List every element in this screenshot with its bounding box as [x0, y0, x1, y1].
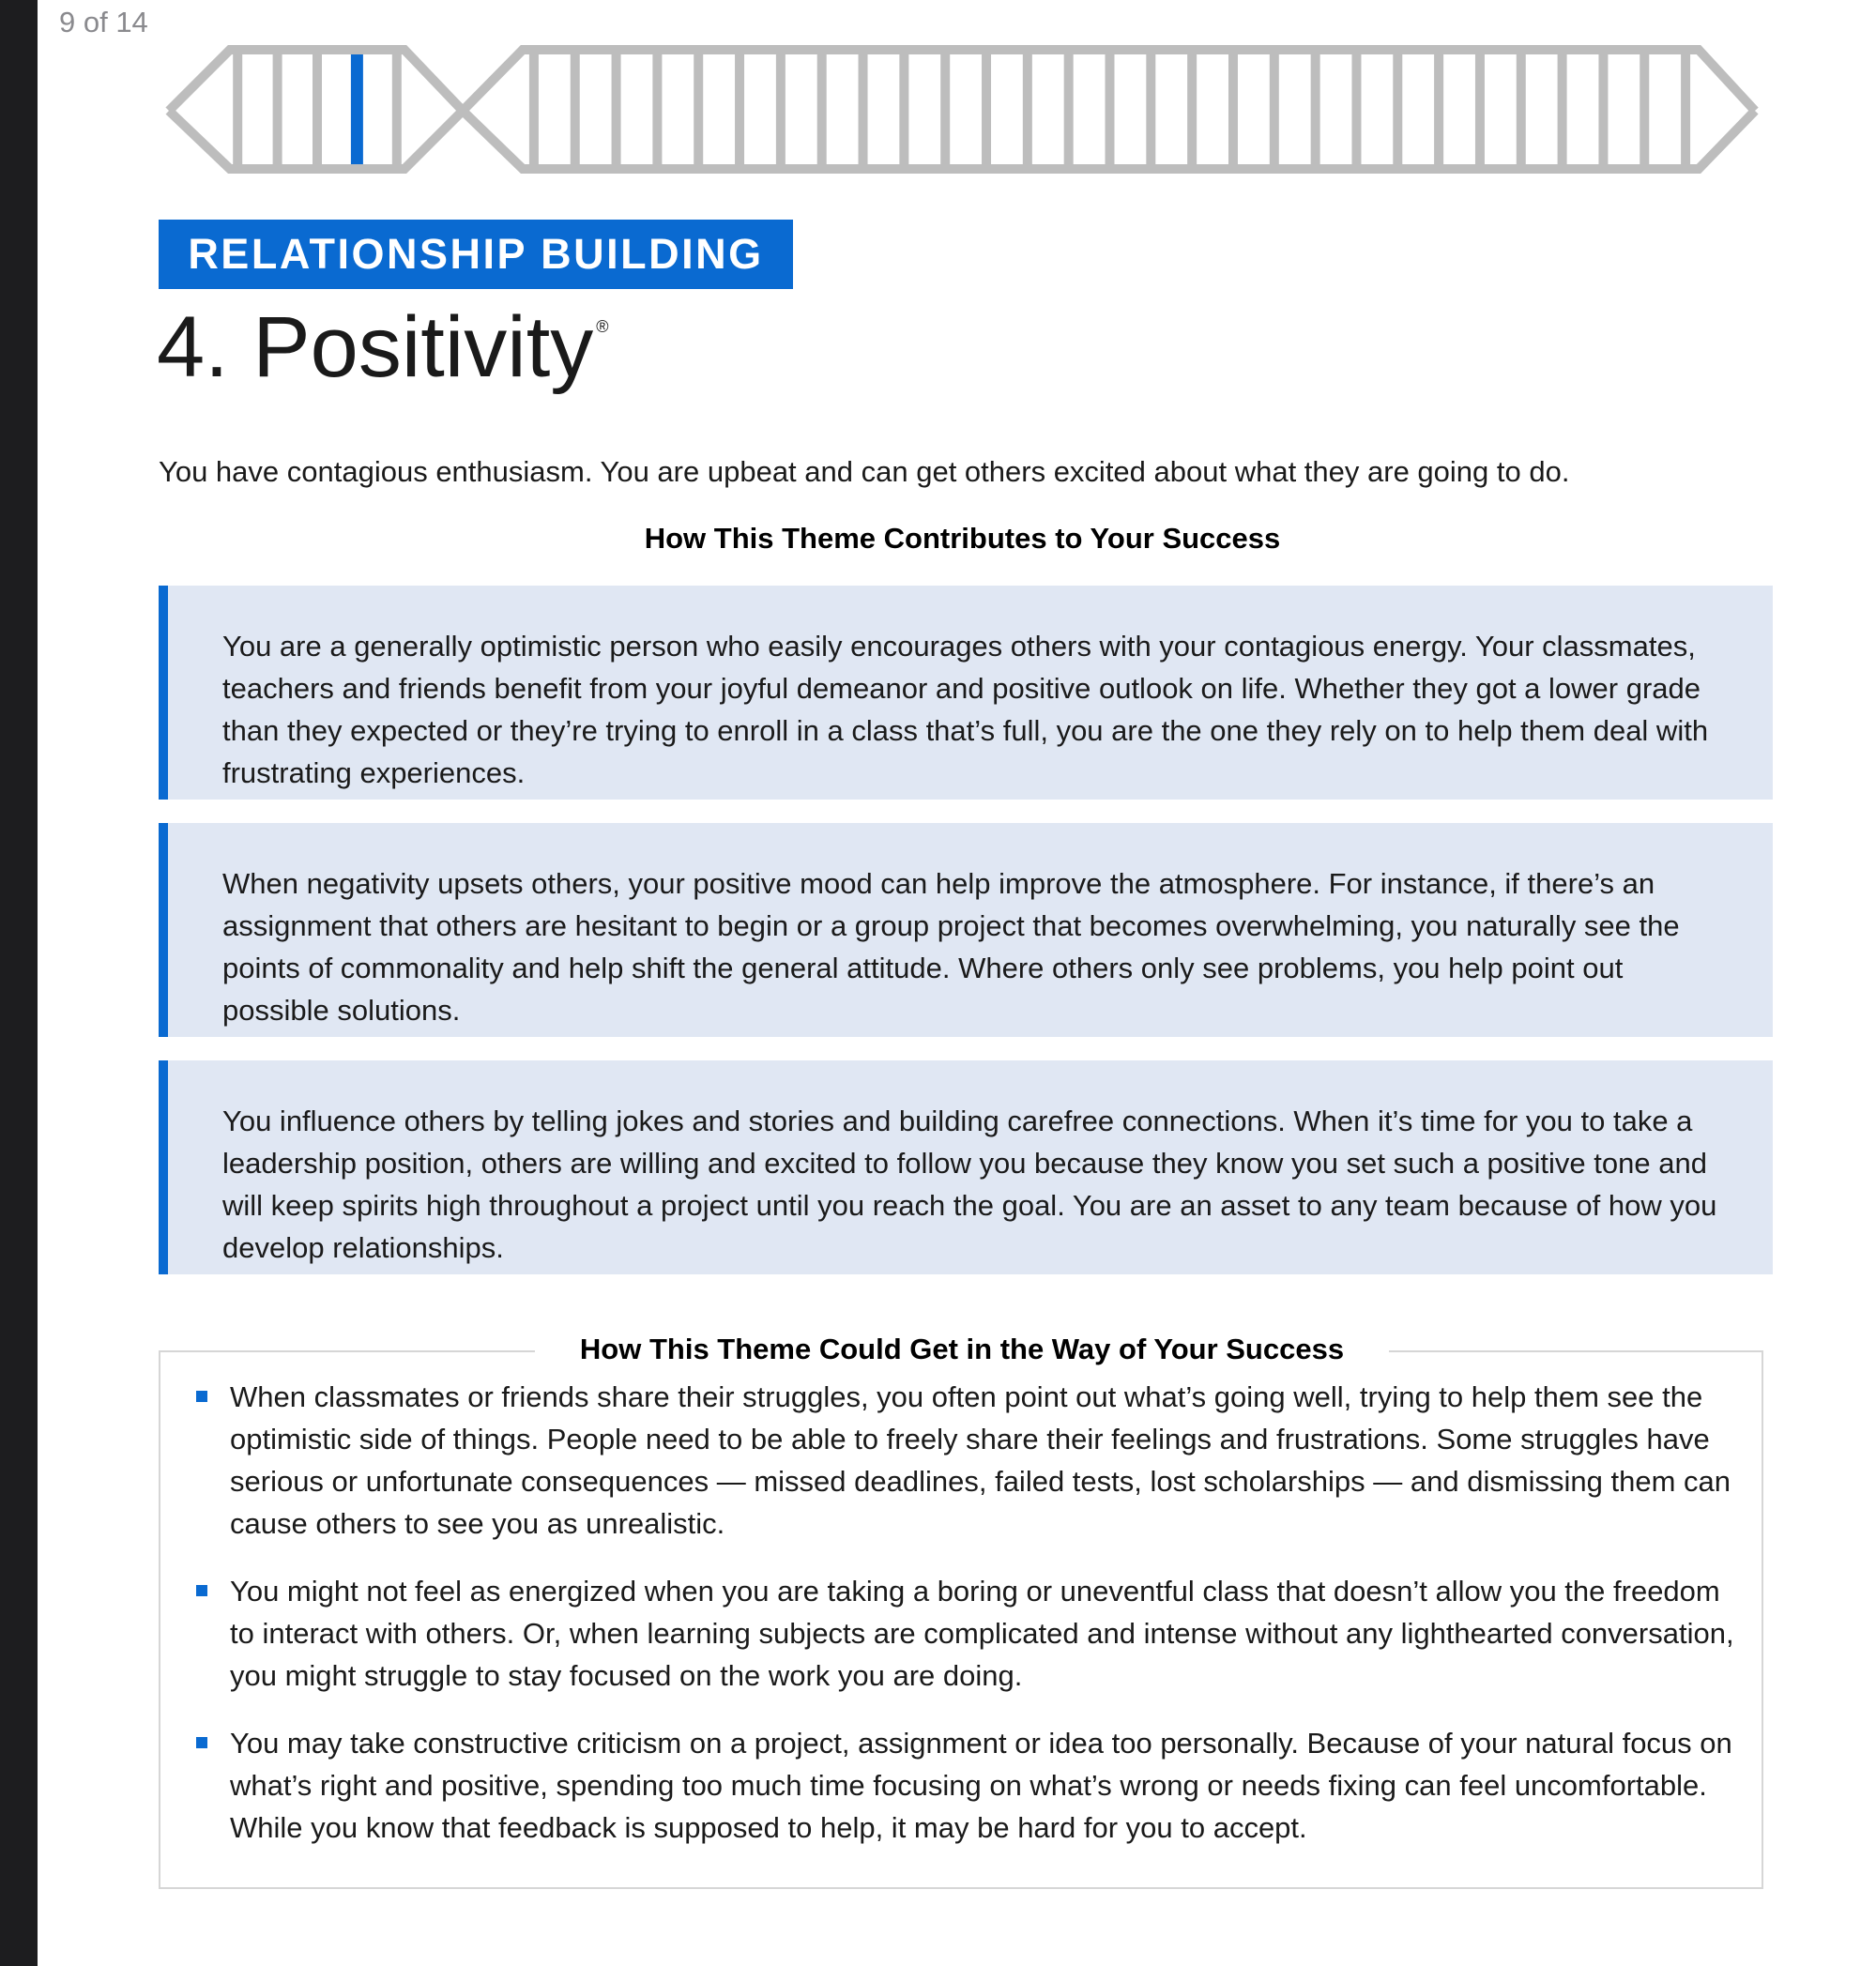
contribution-card — [159, 1060, 1773, 1274]
square-bullet-icon — [196, 1737, 207, 1748]
contribution-text: When negativity upsets others, your positive mood can help improve the atmosphere. For instance, if there’s an assignment that others are hesitant to begin or a group project that becomes overwhelming, you naturally see the points of commonality and help shift the general attitude. Where others only see problems, you help point out possible solutions. — [222, 867, 1680, 1027]
barriers-list — [196, 1376, 1735, 1874]
barrier-text: You may take constructive criticism on a project, assignment or idea too personally. Because of your natural focus on what’s right and positive, spending too much time focusing on what’s wrong or needs fixing can feel uncomfortable. While you know that feedback is supposed to help, it may be hard for you to accept. — [230, 1727, 1732, 1844]
theme-indicator-graphic — [0, 0, 1876, 188]
barriers-heading: How This Theme Could Get in the Way of Your Success — [535, 1328, 1389, 1370]
theme-title-text: 4. Positivity — [157, 299, 594, 395]
list-item — [196, 1376, 1735, 1545]
barrier-text: When classmates or friends share their struggles, you often point out what’s going well, trying to help them see the optimistic side of things. People need to be able to freely share their feelings and frustrations. Some struggles have serious or unfortunate consequences — missed deadlines, failed tests, lost scholarships — and dismissing them can cause others to see you as unrealistic. — [230, 1380, 1731, 1540]
registered-mark: ® — [596, 317, 609, 336]
square-bullet-icon — [196, 1391, 207, 1402]
contribution-text: You are a generally optimistic person who easily encourages others with your contagious energy. Your classmates, teachers and friends benefit from your joyful demeanor and positive outlook on life. Whether they got a lower grade than they expected or they’re trying to enroll in a class that’s full, you are the one they rely on to help them deal with frustrating experiences. — [222, 630, 1709, 789]
contribution-card — [159, 823, 1773, 1037]
list-item — [196, 1722, 1735, 1849]
page-counter: 9 of 14 — [59, 6, 148, 38]
list-item — [196, 1570, 1735, 1697]
page-title — [157, 298, 609, 398]
theme-intro: You have contagious enthusiasm. You are upbeat and can get others excited about what they are going to do. — [159, 455, 1570, 488]
square-bullet-icon — [196, 1585, 207, 1596]
domain-label: RELATIONSHIP BUILDING — [159, 220, 793, 289]
contributions-heading: How This Theme Contributes to Your Success — [644, 522, 1281, 555]
left-edge-bar — [0, 0, 38, 1966]
contribution-text: You influence others by telling jokes and stories and building carefree connections. When it’s time for you to take a leadership position, others are willing and excited to follow you because they know you set such a positive tone and will keep spirits high throughout a project until you reach the goal. You are an asset to any team because of how you develop relationships. — [222, 1105, 1717, 1264]
contribution-card — [159, 586, 1773, 800]
barrier-text: You might not feel as energized when you are taking a boring or uneventful class that doesn’t allow you the freedom to interact with others. Or, when learning subjects are complicated and intense without any lighthearted conversation, you might struggle to stay focused on the work you are doing. — [230, 1575, 1734, 1692]
